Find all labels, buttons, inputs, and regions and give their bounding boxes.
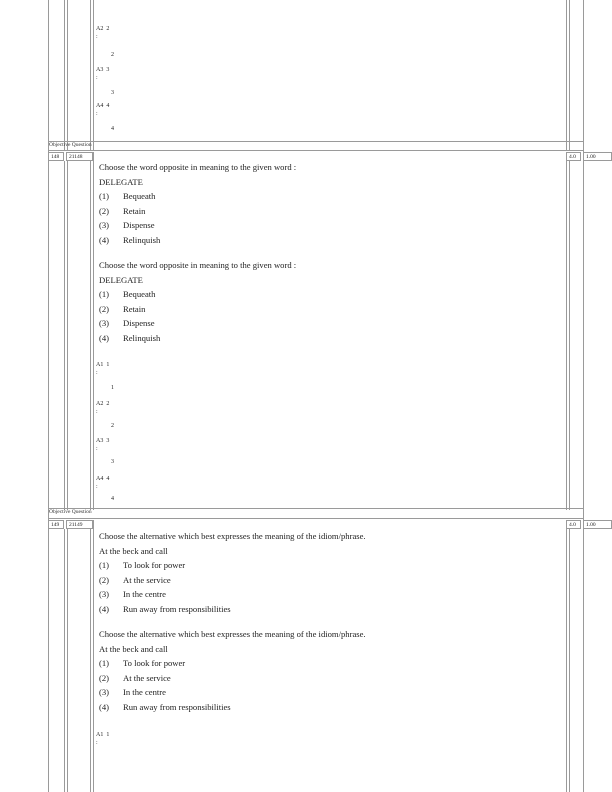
table-rule — [569, 529, 570, 792]
table-rule — [90, 0, 91, 151]
answer-value: 4 — [111, 496, 114, 502]
answer-label: A3 3 — [96, 67, 110, 73]
question-text-block-repeat — [99, 258, 296, 346]
section-divider — [48, 150, 584, 151]
option: (1) To look for power — [99, 658, 186, 669]
table-border-right — [583, 0, 584, 792]
table-rule — [64, 529, 65, 792]
answer-value: 1 — [111, 385, 114, 391]
answer-label: A2 2 — [96, 26, 110, 32]
question-word: DELEGATE — [99, 274, 143, 285]
option: (3) Dispense — [99, 318, 155, 329]
table-rule — [566, 161, 567, 510]
option: (3) In the centre — [99, 589, 166, 600]
table-rule — [93, 152, 94, 510]
answer-colon: : — [96, 740, 98, 746]
question-negative-marks: 1.00 — [583, 152, 612, 161]
answer-value: 4 — [111, 126, 114, 132]
answer-colon: : — [96, 370, 98, 376]
option: (3) In the centre — [99, 687, 166, 698]
table-rule — [569, 161, 570, 510]
table-rule — [93, 520, 94, 792]
table-rule — [67, 0, 68, 151]
option: (4) Run away from responsibilities — [99, 701, 231, 712]
question-serial: 148 — [48, 152, 64, 161]
table-rule — [64, 0, 65, 151]
answer-colon: : — [96, 409, 98, 415]
option: (2) At the service — [99, 574, 171, 585]
question-phrase: At the beck and call — [99, 545, 168, 556]
question-word: DELEGATE — [99, 176, 143, 187]
table-rule — [90, 161, 91, 510]
section-divider — [48, 518, 584, 519]
option: (1) Bequeath — [99, 191, 156, 202]
question-id: 21148 — [66, 152, 93, 161]
answer-colon: : — [96, 111, 98, 117]
table-rule — [566, 0, 567, 151]
table-rule — [90, 529, 91, 792]
question-id: 21149 — [66, 520, 93, 529]
table-rule — [566, 529, 567, 792]
answer-colon: : — [96, 34, 98, 40]
question-prompt: Choose the word opposite in meaning to the given word : — [99, 162, 297, 172]
section-label: Objective Question — [49, 509, 92, 515]
option: (1) Bequeath — [99, 289, 156, 300]
question-text-block — [99, 529, 366, 617]
table-rule — [93, 0, 94, 151]
question-text-block — [99, 160, 296, 248]
section-divider — [48, 141, 584, 142]
option: (1) To look for power — [99, 560, 186, 571]
answer-value: 3 — [111, 90, 114, 96]
question-marks: 4.0 — [566, 152, 581, 161]
table-rule — [67, 161, 68, 510]
section-divider — [48, 508, 584, 509]
option: (2) At the service — [99, 672, 171, 683]
answer-label: A1 1 — [96, 732, 110, 738]
answer-label: A4 4 — [96, 476, 110, 482]
answer-value: 2 — [111, 52, 114, 58]
table-rule — [64, 161, 65, 510]
answer-colon: : — [96, 484, 98, 490]
question-negative-marks: 1.00 — [583, 520, 612, 529]
answer-label: A3 3 — [96, 438, 110, 444]
section-label: Objective Question — [49, 142, 92, 148]
question-prompt: Choose the word opposite in meaning to the given word : — [99, 260, 297, 270]
option: (3) Dispense — [99, 220, 155, 231]
option: (4) Relinquish — [99, 234, 161, 245]
question-marks: 4.0 — [566, 520, 581, 529]
question-phrase: At the beck and call — [99, 643, 168, 654]
answer-colon: : — [96, 75, 98, 81]
answer-label: A4 4 — [96, 103, 110, 109]
answer-value: 2 — [111, 423, 114, 429]
answer-label: A1 1 — [96, 362, 110, 368]
answer-colon: : — [96, 446, 98, 452]
table-rule — [67, 529, 68, 792]
answer-value: 3 — [111, 459, 114, 465]
table-border-left — [48, 0, 49, 792]
option: (2) Retain — [99, 303, 146, 314]
table-rule — [569, 0, 570, 151]
option: (2) Retain — [99, 205, 146, 216]
option: (4) Run away from responsibilities — [99, 603, 231, 614]
question-prompt: Choose the alternative which best expresses the meaning of the idiom/phrase. — [99, 531, 366, 541]
answer-label: A2 2 — [96, 401, 110, 407]
option: (4) Relinquish — [99, 332, 161, 343]
question-prompt: Choose the alternative which best expresses the meaning of the idiom/phrase. — [99, 629, 366, 639]
question-text-block-repeat — [99, 627, 366, 715]
question-serial: 149 — [48, 520, 64, 529]
